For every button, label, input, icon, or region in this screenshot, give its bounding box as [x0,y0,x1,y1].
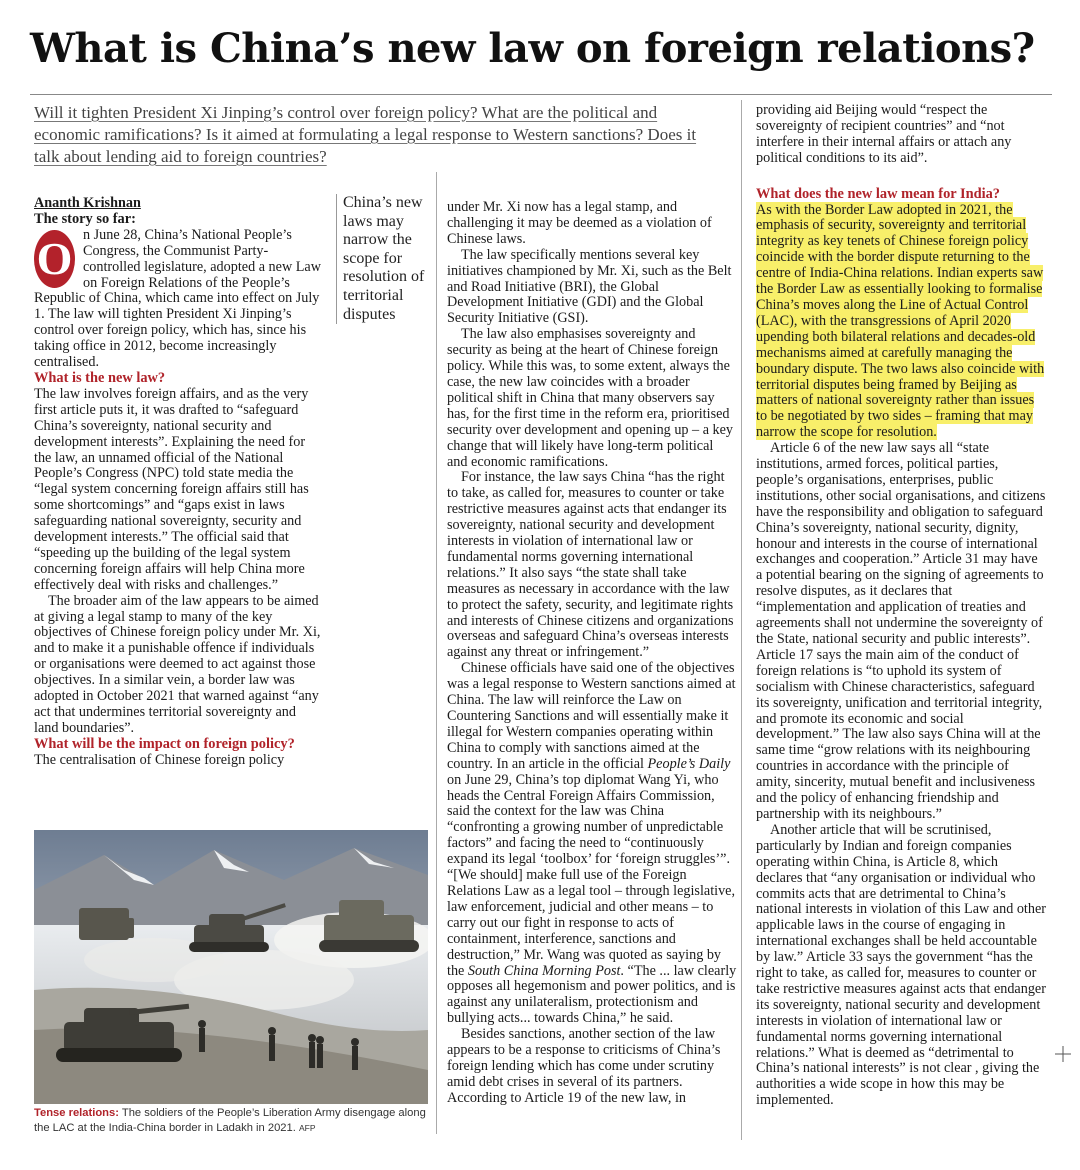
intro-paragraph [34,228,322,371]
subhead-impact: What will be the impact on foreign policy? [34,735,295,752]
column-divider [436,172,437,1134]
headline: What is China’s new law on foreign relations? [30,25,1035,72]
caption-label: Tense relations: [34,1107,119,1119]
subhead-new-law: What is the new law? [34,369,166,386]
paragraph: The law specifically mentions several key initiatives championed by Mr. Xi, such as the Belt and Road Initiative (BRI), the Global Development Initiative (GDI) and the Global Security Initiative (GSI). [447,246,732,327]
paragraph: The centralisation of Chinese foreign policy [34,751,285,768]
paragraph: Article 6 of the new law says all “state institutions, armed forces, political parties, people’s organisations, enterprises, public institutions, other social organisations, and citizens have the responsibility and obligation to safeguard China’s sovereignty, national security, dignity, honour and interests in the course of international exchanges and cooperation.” Article 31 may have a potential bearing on the signing of agreements to resolve disputes, as it declares that “implementation and application of treaties and agreements shall not undermine the sovereignty of the State, national security and public interests”. Article 17 says the main aim of the conduct of foreign relations is “to uphold its system of socialism with Chinese characteristics, safeguard its sovereignty, unification and territorial integrity, and promote its economic and social development.” The law also says China will at the same time “grow relations with its neighbouring countries in accordance with the principle of amity, sincerity, mutual benefit and inclusiveness and the policy of enhancing friendship and partnership with its neighbours.” [756,440,1046,822]
text-run: Chinese officials have said one of the objectives was a legal response to Western sanctions aimed at China. The law will reinforce the Law on Countering Sanctions and will essentially make it illegal for Western companies operating within China to comply with sanctions aimed at the country. In an article in the official [447,660,736,772]
photo-soldiers-ladakh [34,830,428,1104]
drop-cap: O [34,230,75,288]
caption-text: The soldiers of the People’s Liberation Army disengage along the LAC at the India-China border in Ladakh in 2021. [34,1107,426,1134]
intro-text: n June 28, China’s National People’s Congress, the Communist Party-controlled legislature, adopted a new Law on Foreign Relations of the People’s Republic of China, which came into effect on July 1. The law will tighten President Xi Jinping’s control over foreign policy, which has, since his taking office in 2012, become increasingly centralised. [34,226,321,371]
column-3 [447,200,737,1107]
paragraph [447,661,737,1027]
photo-caption [34,1106,428,1135]
text-run: on June 29, China’s top diplomat Wang Yi, who heads the Central Foreign Affairs Commission, said the context for the law was China “confronting a growing number of unpredictable factors” and facing the need to “continuously expand its legal ‘toolbox’ for ‘foreign struggles’”. “[We should] make full use of the Foreign Relations Law as a legal tool – through legislative, law enforcement, judicial and other means – to carry out our fight in response to acts of containment, interference, sanctions and destruction,” Mr. Wang was quoted as saying by the [447,771,736,979]
paragraph: providing aid Beijing would “respect the sovereignty of recipient countries” and “not interfere in their internal affairs or attach any political conditions to its aid”. [756,102,1012,166]
publication-name: People’s Daily [647,755,731,772]
paragraph: under Mr. Xi now has a legal stamp, and challenging it may be deemed as a violation of Chinese laws. [447,199,712,247]
photo-credit: AFP [298,1122,316,1133]
highlight-text: As with the Border Law adopted in 2021, the emphasis of security, sovereignty and territorial integrity as key tenets of Chinese foreign policy coincide with the border dispute returning to the centre of India-China relations. Indian experts saw the Border Law as essentially looking to formalise China’s moves along the Line of Actual Control (LAC), with the transgressions of April 2020 upending both bilateral relations and decades-old mechanisms aimed at carefully managing the boundary dispute. The two laws also coincide with territorial disputes being framed by Beijing as matters of national sovereignty rather than issues to be negotiated by two sides – framing that may narrow the scope for resolution. [756,201,1045,441]
paragraph: Another article that will be scrutinised, particularly by Indian and foreign companies operating within China, is Article 8, which declares that “any organisation or individual who commits acts that are detrimental to China’s national interests in violation of this Law and other applicable laws in the course of engaging in international exchanges shall be held accountable by law.” Article 33 says the government “has the right to take, as called for, measures to counter or take restrictive measures against acts that endanger its sovereignty, national security and development interests in violation of international law or fundamental norms governing international relations.” What is deemed as “detrimental to China’s national interests” is not clear , giving the authorities a wide scope in how this may be implemented. [756,821,1046,1109]
publication-name: South China Morning Post [467,962,621,979]
paragraph: For instance, the law says China “has the right to take, as called for, measures to counter or take restrictive measures against acts that endanger its sovereignty, national security and development interests in violation of international law or fundamental norms governing international relations.” It also says “the state shall take measures as necessary in accordance with the law to protect the safety, security, and legitimate rights and interests of Chinese citizens and organizations overseas and safeguard China’s overseas interests against any threat or infringement.” [447,469,734,661]
column-4 [756,103,1046,1109]
plus-icon[interactable] [1054,1045,1072,1063]
text-run: . “The ... law clearly opposes all hegemonism and power politics, and is against any unilateralism, protectionism and bullying acts... towards China,” he said. [447,962,737,1027]
column-divider [741,100,742,1140]
column-1 [34,196,322,769]
headline-rule [30,94,1052,95]
highlighted-paragraph [756,203,1046,442]
paragraph: The law also emphasises sovereignty and security as being at the heart of Chinese foreign policy. While this was, to some extent, always the case, the new law coincides with a broader political shift in China that many observers say has, for the first time in the reform era, prioritised security over development and opening up – a key change that will likely have long-term political and economic ramifications. [447,326,734,470]
paragraph: Besides sanctions, another section of the law appears to be a response to criticisms of China’s foreign lending which has come under scrutiny amid debt crises in several of its partners. According to Article 19 of the new law, in [447,1026,721,1106]
byline: Ananth Krishnan [34,195,141,211]
paragraph: The law involves foreign affairs, and as the very first article puts it, it was drafted to “safeguard China’s sovereignty, national security and development interests”. Explaining the need for the law, an unnamed official of the National People’s Congress (NPC) told state media the “legal system concerning foreign affairs still has some shortcomings” and “gaps exist in laws safeguarding national sovereignty, security and development interests.” The official said that “speeding up the building of the legal system concerning foreign affairs will help China more effectively deal with risks and challenges.” [34,385,309,593]
standfirst: Will it tighten President Xi Jinping’s control over foreign policy? What are the political and economic ramifications? Is it aimed at formulating a legal response to Western sanctions? Does it talk about lending aid to foreign countries? [34,103,697,166]
story-so-far-label: The story so far: [34,210,136,227]
photo-illustration [34,830,428,1104]
pull-quote: China’s new laws may narrow the scope for resolution of territorial disputes [336,194,439,324]
paragraph: The broader aim of the law appears to be aimed at giving a legal stamp to many of the key objectives of Chinese foreign policy under Mr. Xi, and to make it a punishable offence if individuals or organisations were deemed to act against those objectives. In a similar vein, a border law was adopted in October 2021 that warned against “any act that undermines territorial sovereignty and land boundaries”. [34,592,321,736]
subhead-india: What does the new law mean for India? [756,185,1000,202]
